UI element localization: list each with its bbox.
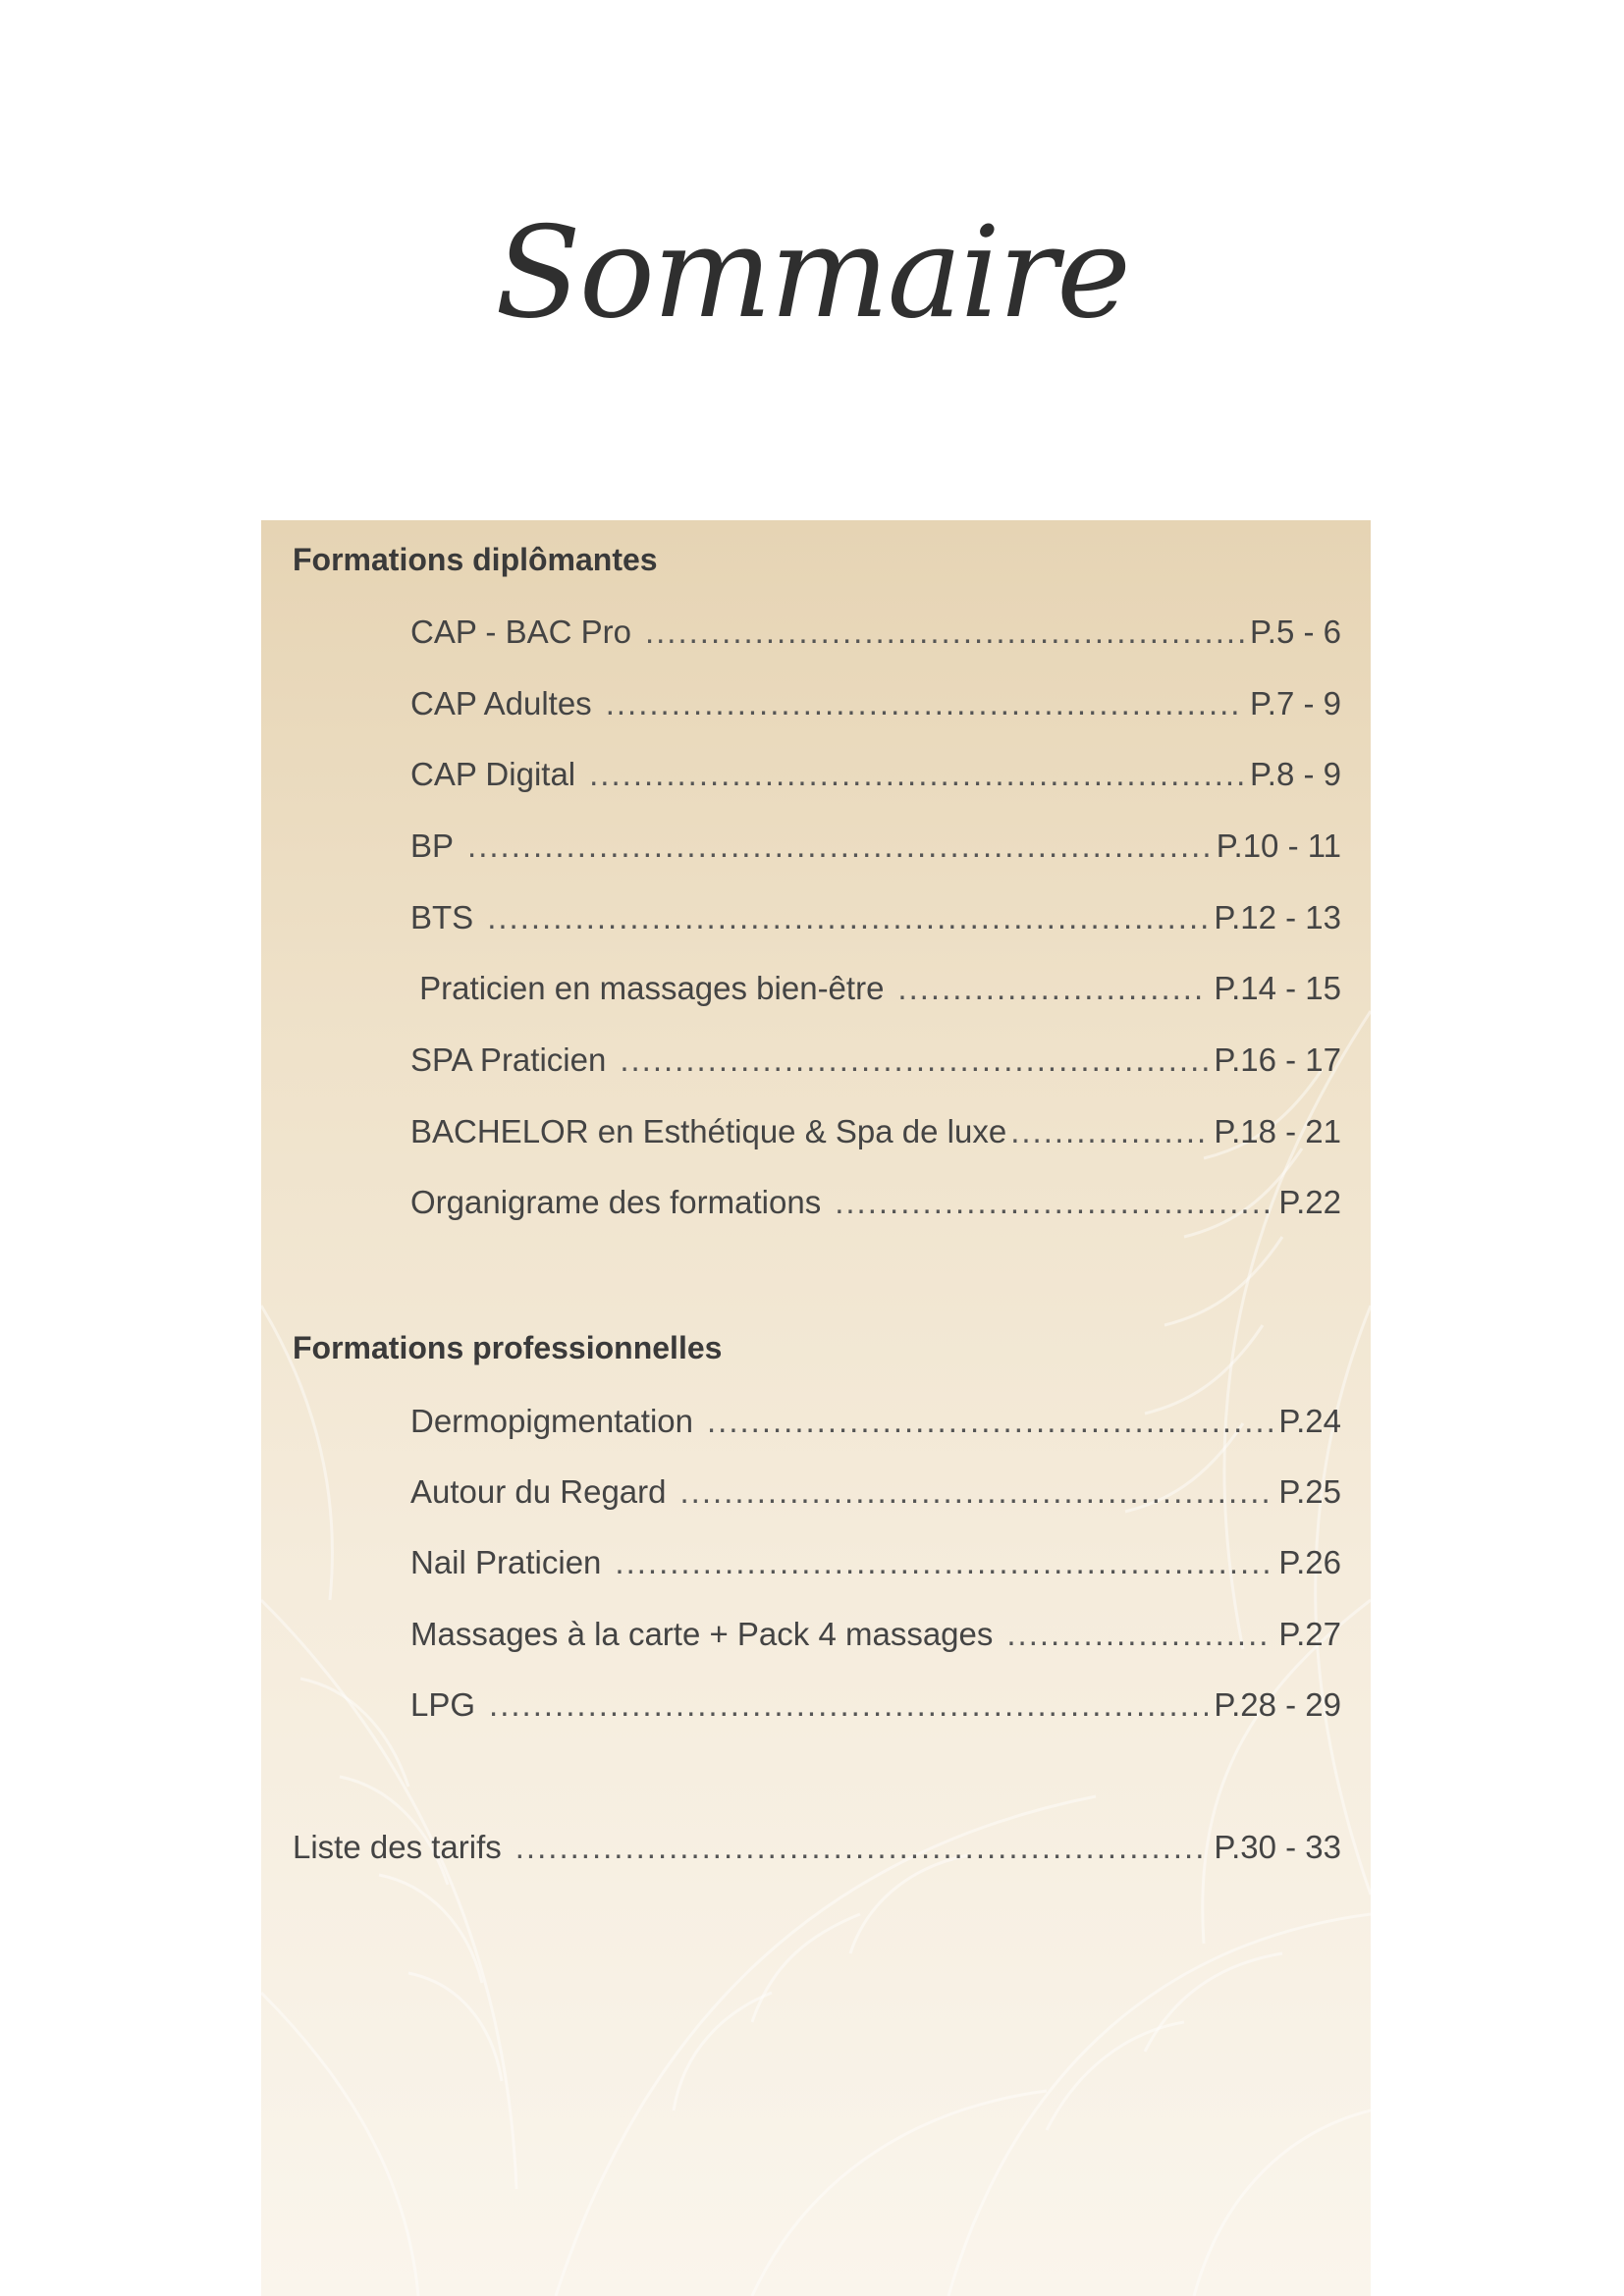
dot-leader	[606, 682, 1244, 725]
toc-entry-page: P.7 - 9	[1250, 685, 1341, 721]
toc-entry-page: P.18 - 21	[1214, 1113, 1341, 1149]
toc-entry-page: P.28 - 29	[1214, 1686, 1341, 1723]
toc-entry-page: P.10 - 11	[1216, 828, 1341, 864]
dot-leader	[1006, 1613, 1272, 1656]
toc-entry-page: P.30 - 33	[1214, 1829, 1341, 1865]
toc-entry-label: Nail Praticien	[410, 1544, 602, 1580]
toc-entry[interactable]	[410, 1613, 1341, 1656]
toc-entry-page: P.8 - 9	[1250, 756, 1341, 792]
toc-entry-label: Liste des tarifs	[293, 1829, 502, 1865]
dot-leader	[467, 825, 1211, 868]
toc-entry-page: P.25	[1278, 1473, 1341, 1510]
toc-entry[interactable]	[410, 896, 1341, 939]
toc-panel	[261, 520, 1371, 2296]
dot-leader	[645, 611, 1244, 654]
section-heading-diplomantes: Formations diplômantes	[293, 542, 658, 577]
toc-entry-page: P.16 - 17	[1214, 1041, 1341, 1078]
toc-entry[interactable]	[410, 1470, 1341, 1514]
dot-leader	[897, 967, 1208, 1010]
toc-entry-label: Autour du Regard	[410, 1473, 667, 1510]
toc-entry-label: CAP Digital	[410, 756, 576, 792]
toc-entry-label: CAP Adultes	[410, 685, 592, 721]
dot-leader	[515, 1826, 1209, 1869]
toc-entry[interactable]	[410, 1039, 1341, 1082]
toc-entry-label: Massages à la carte + Pack 4 massages	[410, 1616, 994, 1652]
toc-entry[interactable]	[410, 753, 1341, 796]
toc-entry[interactable]	[410, 1400, 1341, 1443]
toc-entry-label: BACHELOR en Esthétique & Spa de luxe	[410, 1113, 1007, 1149]
toc-entry-tarifs[interactable]	[293, 1826, 1341, 1869]
toc-entry-label: BTS	[410, 899, 474, 935]
section-heading-professionnelles: Formations professionnelles	[293, 1330, 723, 1365]
toc-entry-page: P.5 - 6	[1250, 614, 1341, 650]
dot-leader	[589, 753, 1244, 796]
toc-entry[interactable]	[410, 1110, 1341, 1153]
toc-entry[interactable]	[410, 611, 1341, 654]
page-title: Sommaire	[495, 200, 1129, 347]
toc-entry[interactable]	[410, 1181, 1341, 1224]
dot-leader	[615, 1541, 1272, 1584]
toc-entry-label: LPG	[410, 1686, 476, 1723]
toc-entry[interactable]	[410, 682, 1341, 725]
toc-entry-label: Praticien en massages bien-être	[410, 970, 885, 1006]
toc-entry-label: Organigrame des formations	[410, 1184, 822, 1220]
toc-entry[interactable]	[410, 967, 1341, 1010]
toc-entry-label: BP	[410, 828, 455, 864]
toc-entry-page: P.24	[1278, 1403, 1341, 1439]
toc-entry-label: CAP - BAC Pro	[410, 614, 631, 650]
dot-leader	[620, 1039, 1208, 1082]
toc-entry-label: SPA Praticien	[410, 1041, 607, 1078]
toc-entry[interactable]	[410, 825, 1341, 868]
toc-entry[interactable]	[410, 1683, 1341, 1727]
toc-entry-page: P.14 - 15	[1214, 970, 1341, 1006]
toc-entry-page: P.12 - 13	[1214, 899, 1341, 935]
toc-entry-label: Dermopigmentation	[410, 1403, 693, 1439]
toc-entry[interactable]	[410, 1541, 1341, 1584]
dot-leader	[1010, 1110, 1208, 1153]
toc-entry-page: P.26	[1278, 1544, 1341, 1580]
dot-leader	[835, 1181, 1272, 1224]
dot-leader	[707, 1400, 1272, 1443]
dot-leader	[487, 896, 1208, 939]
dot-leader	[489, 1683, 1208, 1727]
dot-leader	[680, 1470, 1273, 1514]
toc-entry-page: P.27	[1278, 1616, 1341, 1652]
toc-entry-page: P.22	[1278, 1184, 1341, 1220]
